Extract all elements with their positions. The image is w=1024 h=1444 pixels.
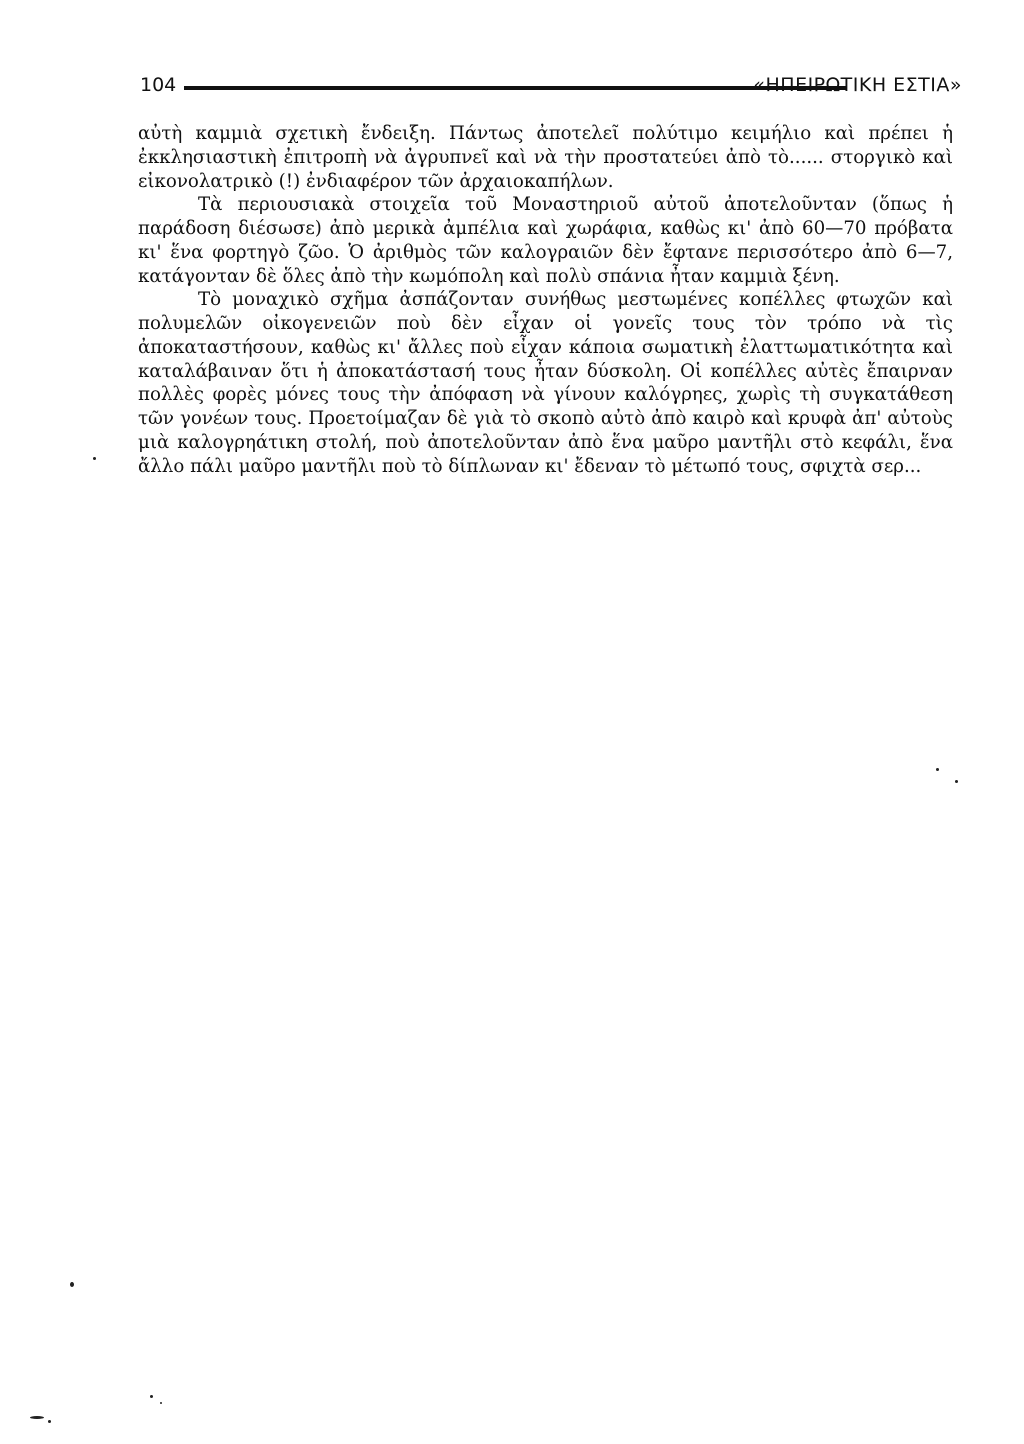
running-title: «ΗΠΕΙΡΩΤΙΚΗ ΕΣΤΙΑ» [753,74,962,96]
body-text [138,122,953,478]
margin-speck [70,1282,74,1287]
header-rule [184,86,846,90]
margin-speck [150,1395,153,1398]
margin-speck [93,457,96,460]
page-number: 104 [140,74,177,96]
margin-speck [30,1416,44,1419]
paragraph: Τὸ μοναχικὸ σχῆμα ἀσπάζονταν συνήθως μεστωμένες κοπέλλες φτωχῶν καὶ πολυμελῶν οἰκογενειῶν ποὺ δὲν εἶχαν οἱ γονεῖς τους τὸν τρόπο νὰ τὶς ἀποκαταστήσουν, καθὼς κι' ἄλλες ποὺ εἶχαν κάποια σωματικὴ ἐλαττωματικότητα καὶ καταλάβαιναν ὅτι ἡ ἀποκατάστασή τους ἦταν δύσκολη. Οἱ κοπέλλες αὐτὲς ἔπαιρναν πολλὲς φορὲς μόνες τους τὴν ἀπόφαση νὰ γίνουν καλόγρηες, χωρὶς τὴ συγκατάθεση τῶν γονέων τους. Προετοίμαζαν δὲ γιὰ τὸ σκοπὸ αὐτὸ ἀπὸ καιρὸ καὶ κρυφὰ ἀπ' αὐτοὺς μιὰ καλογρηάτικη στολή, ποὺ ἀποτελοῦνταν ἀπὸ ἕνα μαῦρο μαντῆλι στὸ κεφάλι, ἕνα ἄλλο πάλι μαῦρο μαντῆλι ποὺ τὸ δίπλωναν κι' ἔδεναν τὸ μέτωπό τους, σφιχτὰ σερ... [138,289,953,477]
margin-speck [955,780,958,783]
paragraph: αὐτὴ καμμιὰ σχετικὴ ἔνδειξη. Πάντως ἀποτελεῖ πολύτιμο κειμήλιο καὶ πρέπει ἡ ἐκκλησιαστικὴ ἐπιτροπὴ νὰ ἀγρυπνεῖ καὶ νὰ τὴν προστατεύει ἀπὸ τὸ...... στοργικὸ καὶ εἰκονολατρικὸ (!) ἐνδιαφέρον τῶν ἀρχαιοκαπήλων. [138,123,953,192]
page-header [130,66,962,106]
margin-speck [936,768,939,771]
margin-speck [160,1402,162,1404]
paragraph: Τὰ περιουσιακὰ στοιχεῖα τοῦ Μοναστηριοῦ αὐτοῦ ἀποτελοῦνταν (ὅπως ἡ παράδοση διέσωσε) ἀπὸ μερικὰ ἀμπέλια καὶ χωράφια, καθὼς κι' ἀπὸ 60—70 πρόβατα κι' ἕνα φορτηγὸ ζῶο. Ὁ ἀριθμὸς τῶν καλογραιῶν δὲν ἔφτανε περισσότερο ἀπὸ 6—7, κατάγονταν δὲ ὅλες ἀπὸ τὴν κωμόπολη καὶ πολὺ σπάνια ἦταν καμμιὰ ξένη. [138,194,953,287]
margin-speck [48,1420,51,1423]
